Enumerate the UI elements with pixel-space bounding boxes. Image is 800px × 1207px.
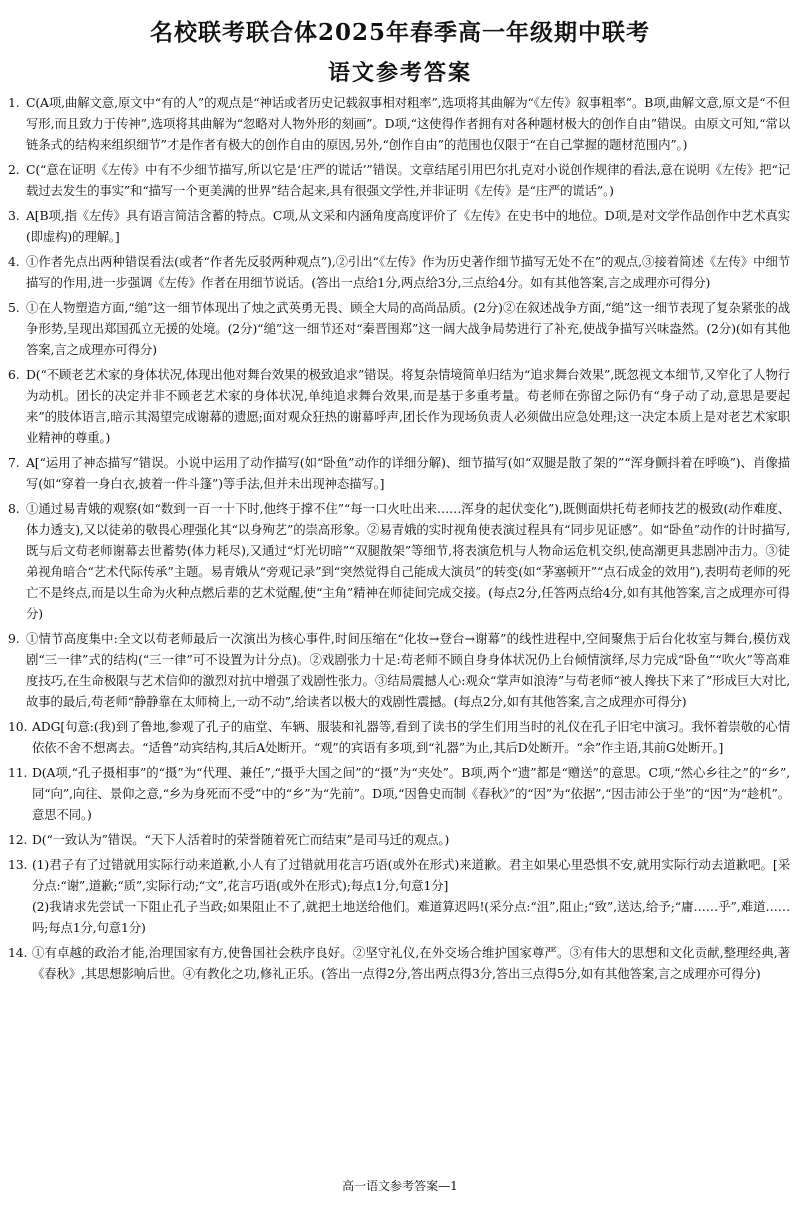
answer-text: ADG[句意:(我)到了鲁地,参观了孔子的庙堂、车辆、服装和礼器等,看到了读书的学生们用当时的礼仪在孔子旧宅中演习。我怀着崇敬的心情依依不舍不想离去。“适鲁”动宾结构,其后A处断开。“观”的宾语有多项,到“礼器”为止,其后D处断开。“余”作主语,其前G处断开。] <box>32 719 790 755</box>
answer-item-13 <box>8 854 790 938</box>
answer-item-3 <box>8 205 790 247</box>
answer-number: 14. <box>8 945 28 960</box>
answer-number: 12. <box>8 832 28 847</box>
answer-text: D(A项,“孔子摄相事”的“摄”为“代理、兼任”,“摄乎大国之间”的“摄”为“夹处”。B项,两个“遗”都是“赠送”的意思。C项,“然心乡往之”的“乡”,同“向”,向往、景仰之意,“乡为身死而不受”中的“乡”为“先前”。D项,“因鲁史而制《春秋》”的“因”为“依据”,“因击沛公于坐”的“因”为“趁机”。意思不同。) <box>32 765 790 822</box>
answer-item-11 <box>8 762 790 825</box>
answer-number: 8. <box>8 501 20 516</box>
answer-item-9 <box>8 628 790 712</box>
answer-number: 1. <box>8 95 20 110</box>
answer-key-heading: 语文参考答案 <box>327 61 472 86</box>
page-footer: 高一语文参考答案—1 <box>342 1179 458 1193</box>
answer-number: 13. <box>8 857 28 872</box>
answer-text: C(A项,曲解文意,原文中“有的人”的观点是“神话或者历史记载叙事相对粗率”,选项将其曲解为“《左传》叙事粗率”。B项,曲解文意,原文是“不但写形,而且致力于传神”,选项将其曲解为“忽略对人物外形的刻画”。D项,“这使得作者拥有对各种题材极大的创作自由”错误。由原文可知,“常以链条式的结构来组织细节”才是作者有极大的创作自由的原因,另外,“创作自由”的范围也仅限于“在自己掌握的题材范围内”。) <box>26 95 790 152</box>
answer-item-10 <box>8 716 790 758</box>
answer-item-2 <box>8 159 790 201</box>
answer-list <box>8 92 790 988</box>
answer-item-12 <box>8 829 790 850</box>
answer-text: ①情节高度集中:全文以苟老师最后一次演出为核心事件,时间压缩在“化妆→登台→谢幕”的线性进程中,空间聚焦于后台化妆室与舞台,模仿戏剧“三一律”式的结构(“三一律”可不设置为计分点)。②戏剧张力十足:苟老师不顾自身身体状况仍上台倾情演绎,尽力完成“卧鱼”“吹火”等高难度技巧,在生命极限与艺术信仰的激烈对抗中增强了戏剧性张力。③结局震撼人心:观众“掌声如浪涛”与苟老师“被人搀扶下来了”形成巨大对比,故事的最后,苟老师“静静靠在太师椅上,一动不动”,给读者以极大的戏剧性震撼。(每点2分,如有其他答案,言之成理亦可得分) <box>26 631 790 709</box>
answer-item-7 <box>8 452 790 494</box>
exam-title: 名校联考联合体2025年春季高一年级期中联考 <box>149 19 650 46</box>
answer-text: D(“不顾老艺术家的身体状况,体现出他对舞台效果的极致追求”错误。将复杂情境简单归结为“追求舞台效果”,既忽视文本细节,又窄化了人物行为动机。团长的决定并非不顾老艺术家的身体状况,单纯追求舞台效果,而是基于多重考量。苟老师在弥留之际仍有“身子动了动,意思是要起来”的肢体语言,暗示其渴望完成谢幕的遗愿;面对观众狂热的谢幕呼声,团长作为现场负责人必须做出应急处理;这一决定本质上是对老艺术家职业精神的尊重。) <box>26 367 790 445</box>
answer-number: 4. <box>8 254 20 269</box>
answer-text: ①在人物塑造方面,“缒”这一细节体现出了烛之武英勇无畏、顾全大局的高尚品质。(2分)②在叙述战争方面,“缒”这一细节表现了复杂紧张的战争形势,呈现出郑国孤立无援的处境。(2分)“缒”这一细节还对“秦晋围郑”这一阔大战争局势进行了补充,使战争描写兴味盎然。(2分)(如有其他答案,言之成理亦可得分) <box>26 300 790 357</box>
answer-number: 5. <box>8 300 20 315</box>
answer-text: ①有卓越的政治才能,治理国家有方,使鲁国社会秩序良好。②坚守礼仪,在外交场合维护国家尊严。③有伟大的思想和文化贡献,整理经典,著《春秋》,其思想影响后世。④有教化之功,修礼正乐。(答出一点得2分,答出两点得3分,答出三点得5分,如有其他答案,言之成理亦可得分) <box>32 945 790 981</box>
answer-text: ①通过易青娥的观察(如“数到一百一十下时,他终于撑不住”“每一口火吐出来……浑身的起伏变化”),既侧面烘托苟老师技艺的极致(动作难度、体力透支),又以徒弟的敬畏心理强化其“以身殉艺”的崇高形象。②易青娥的实时视角使表演过程具有“同步见证感”。如“卧鱼”动作的计时描写,既与后文苟老师谢幕去世蓄势(体力耗尽),又通过“灯光切暗”“双腿散架”等细节,将表演危机与人物命运危机交织,使高潮更具悲剧冲击力。③徒弟视角暗合“艺术代际传承”主题。易青娥从“旁观记录”到“突然觉得自己能成大演员”的转变(如“茅塞顿开”“点石成金的效用”),表明苟老师的死亡不是终点,而是以生命为火种点燃后辈的艺术觉醒,使“主角”精神在师徒间完成交接。(每点2分,任答两点给4分,如有其他答案,言之成理亦可得分) <box>26 501 790 621</box>
answer-text-part-1: (1)君子有了过错就用实际行动来道歉,小人有了过错就用花言巧语(或外在形式)来道歉。君主如果心里恐惧不安,就用实际行动去道歉吧。[采分点:“谢”,道歉;“质”,实际行动;“文”,花言巧语(或外在形式);每点1分,句意1分] <box>32 857 790 893</box>
answer-text: A[B项,指《左传》具有语言简洁含蓄的特点。C项,从文采和内涵角度高度评价了《左传》在史书中的地位。D项,是对文学作品创作中艺术真实(即虚构)的理解。] <box>26 208 790 244</box>
answer-item-6 <box>8 364 790 448</box>
answer-number: 6. <box>8 367 20 382</box>
answer-number: 11. <box>8 765 28 780</box>
answer-item-4 <box>8 251 790 293</box>
answer-text: ①作者先点出两种错误看法(或者“作者先反驳两种观点”),②引出“《左传》作为历史著作细节描写无处不在”的观点,③接着简述《左传》中细节描写的作用,进一步强调《左传》作者在用细节说话。(答出一点给1分,两点给3分,三点给4分。如有其他答案,言之成理亦可得分) <box>26 254 790 290</box>
answer-text-part-2: (2)我请求先尝试一下阻止孔子当政;如果阻止不了,就把土地送给他们。难道算迟吗!(采分点:“沮”,阻止;“致”,送达,给予;“庸……乎”,难道……吗;每点1分,句意1分) <box>32 899 790 935</box>
answer-number: 10. <box>8 719 28 734</box>
answer-number: 3. <box>8 208 20 223</box>
answer-text: C(“意在证明《左传》中有不少细节描写,所以它是‘庄严的谎话’”错误。文章结尾引用巴尔扎克对小说创作规律的看法,意在说明《左传》把“记载过去发生的事实”和“描写一个更美满的世界”结合起来,具有很强文学性,并非证明《左传》是“庄严的谎话”。) <box>26 162 790 198</box>
answer-item-8 <box>8 498 790 624</box>
answer-item-14 <box>8 942 790 984</box>
answer-item-1 <box>8 92 790 155</box>
answer-number: 9. <box>8 631 20 646</box>
answer-number: 2. <box>8 162 20 177</box>
answer-number: 7. <box>8 455 20 470</box>
answer-text: A[“运用了神态描写”错误。小说中运用了动作描写(如“卧鱼”动作的详细分解)、细节描写(如“双腿是散了架的”“浑身颤抖着在呼唤”)、肖像描写(如“穿着一身白衣,披着一件斗篷”)等手法,但并未出现神态描写。] <box>26 455 790 491</box>
answer-text: D(“一致认为”错误。“天下人活着时的荣誉随着死亡而结束”是司马迁的观点。) <box>32 832 450 847</box>
answer-item-5 <box>8 297 790 360</box>
